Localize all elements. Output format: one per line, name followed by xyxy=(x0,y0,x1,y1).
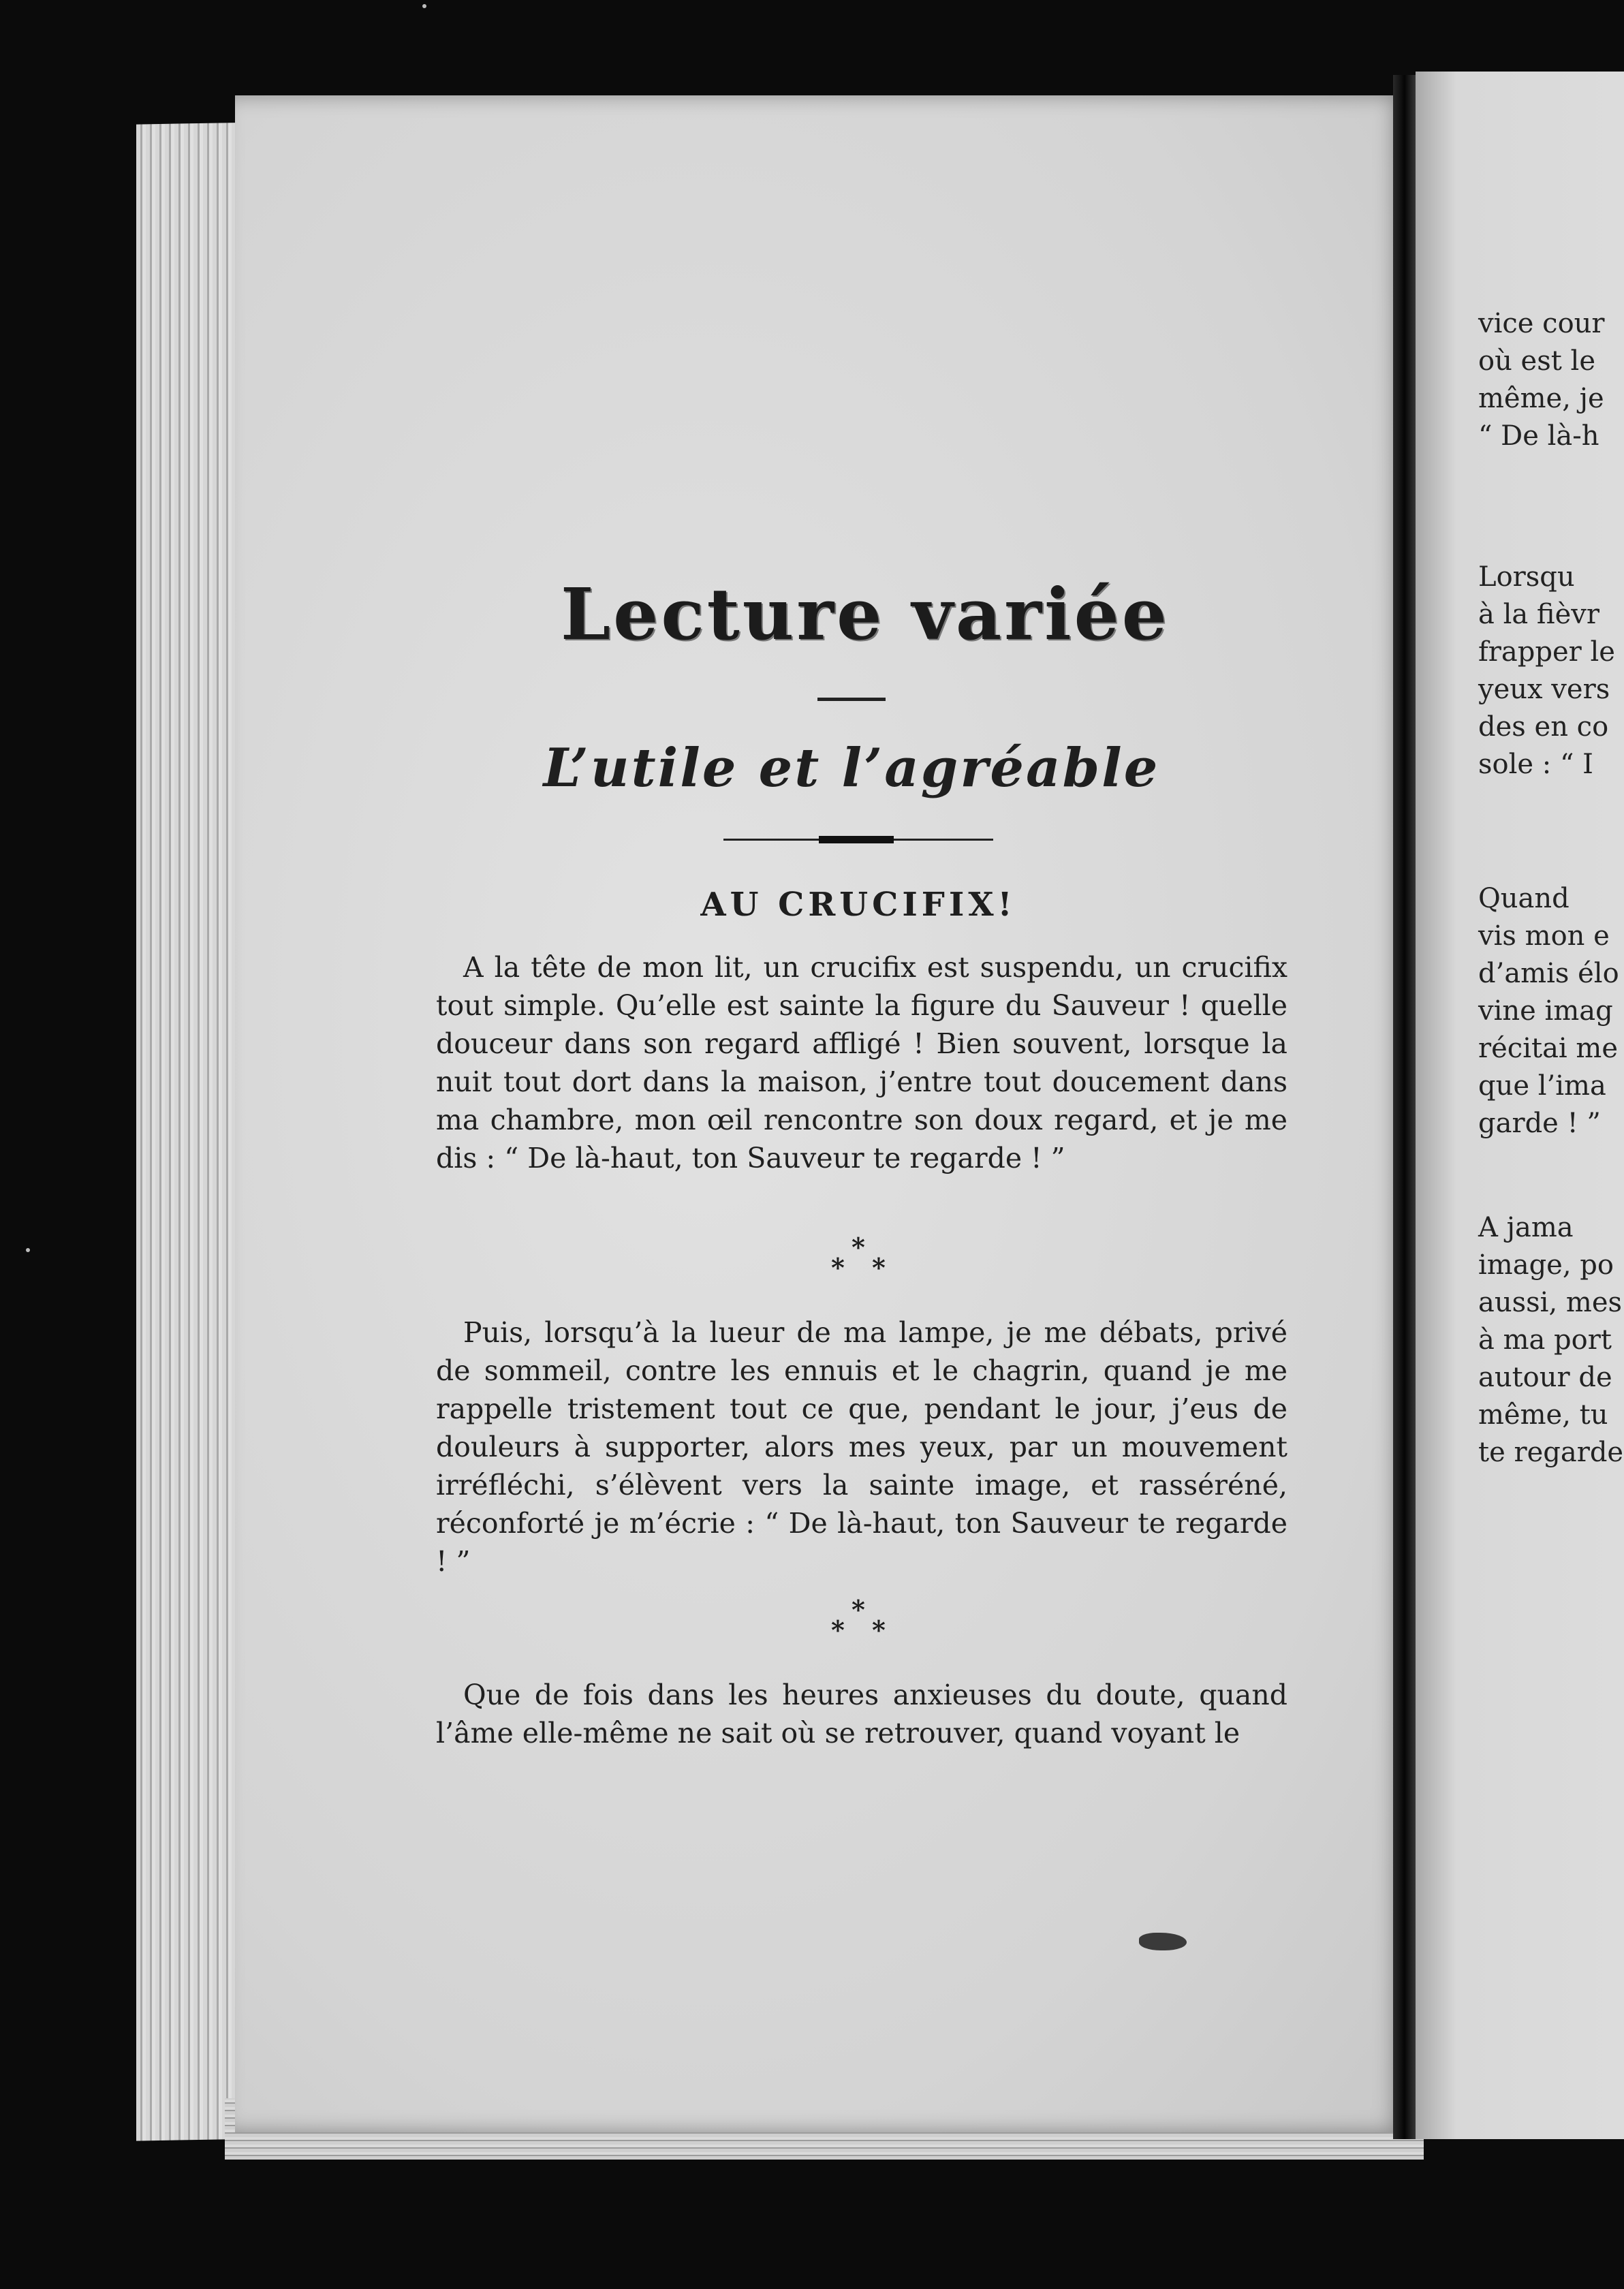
paragraph-2: Puis, lorsqu’à la lueur de ma lampe, je me débats, privé de sommeil, contre les ennuis et le chagrin, quand je me rappelle tristement tout ce que, pendant le jour, j’eus de douleurs à supporter, alors mes yeux, par un mouvement irréfléchi, s’élèvent vers la sainte image, et rasséréné, réconforté je m’écrie : “ De là-haut, ton Sauveur te regarde ! ” xyxy=(436,1316,1287,1578)
right-page-block-4: A jama image, po aussi, mes à ma port autour de même, tu te regarde xyxy=(1478,1212,1624,1468)
asterism-star: * xyxy=(831,1252,845,1283)
asterism-2 xyxy=(817,1594,899,1649)
film-speck xyxy=(422,4,426,8)
ink-blot xyxy=(1139,1933,1187,1950)
right-page-block-1: vice cour où est le même, je “ De là-h xyxy=(1478,308,1605,452)
asterism-star: * xyxy=(872,1615,886,1645)
film-speck xyxy=(26,1248,30,1252)
ornament-rule xyxy=(723,837,993,843)
right-page-block-2: Lorsqu à la fièvr frapper le yeux vers des en co sole : “ I xyxy=(1478,561,1615,780)
asterism-star: * xyxy=(872,1252,886,1283)
book-gutter xyxy=(1393,75,1416,2139)
asterism-star: * xyxy=(852,1232,865,1262)
paragraph-3: Que de fois dans les heures anxieuses du doute, quand l’âme elle-même ne sait où se retrouver, quand voyant le xyxy=(436,1679,1287,1749)
right-page-block-3: Quand vis mon e d’amis élo vine imag récitai me que l’ima garde ! ” xyxy=(1478,883,1619,1139)
short-rule xyxy=(817,698,886,701)
asterism-1 xyxy=(817,1232,899,1286)
page-heading: Lecture variée xyxy=(561,572,1170,656)
paragraph-1: A la tête de mon lit, un crucifix est suspendu, un crucifix tout simple. Qu’elle est sainte la figure du Sauveur ! quelle douceur dans son regard affligé ! Bien souvent, lorsque la nuit tout dort dans la maison, j’entre tout doucement dans ma chambre, mon œil rencontre son doux regard, et je me dis : “ De là-haut, ton Sauveur te regarde ! ” xyxy=(436,951,1287,1174)
asterism-star: * xyxy=(831,1615,845,1645)
asterism-star: * xyxy=(852,1594,865,1625)
section-title: AU CRUCIFIX! xyxy=(700,886,1016,924)
page-subtitle: L’utile et l’agréable xyxy=(543,737,1160,799)
ornament-rule-thick xyxy=(819,836,894,843)
